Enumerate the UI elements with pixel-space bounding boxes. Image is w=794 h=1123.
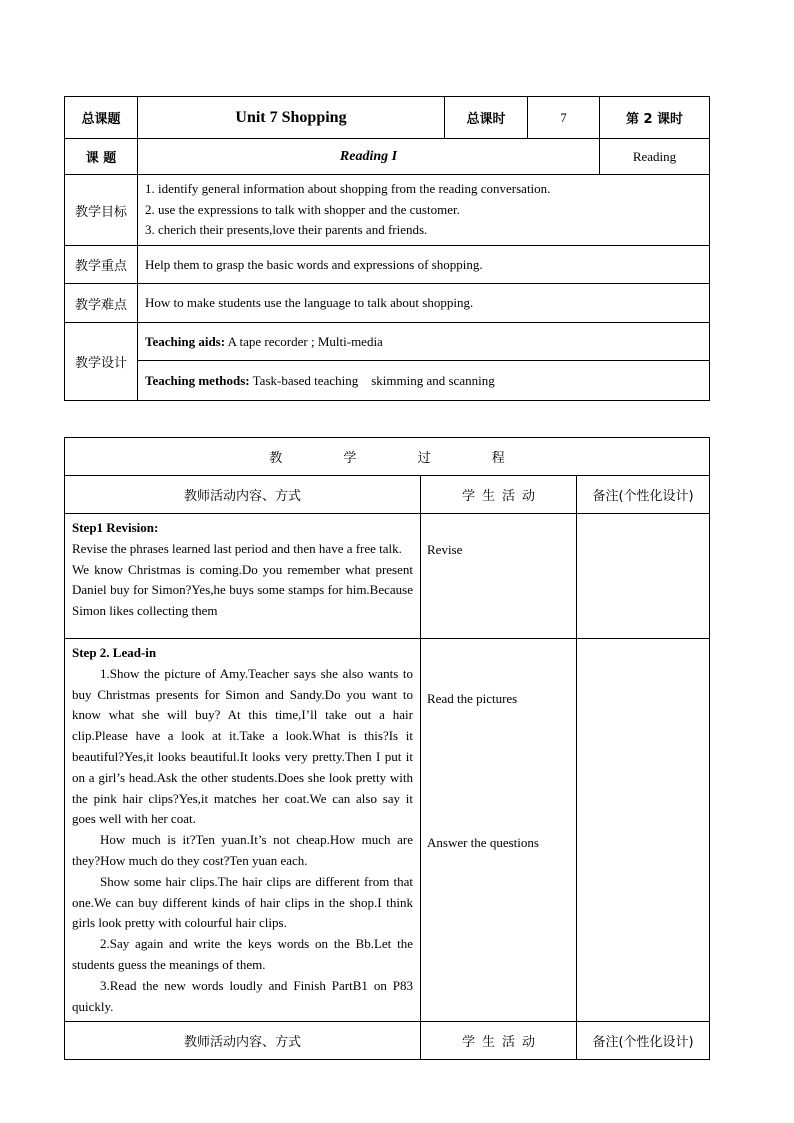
- teaching-process-table: [64, 437, 710, 1060]
- notes-header: 备注(个性化设计): [577, 1022, 710, 1060]
- objective-item: 1. identify general information about shopping from the reading conversation.: [145, 181, 551, 197]
- objective-item: 2. use the expressions to talk with shopper and the customer.: [145, 201, 460, 217]
- total-topic-label: 总课题: [65, 97, 138, 139]
- type-value: Reading: [632, 149, 677, 164]
- step2-paragraph: 1.Show the picture of Amy.Teacher says she also wants to buy Christmas presents for Simon and Sandy.Do you want to know what she will buy? At this time,I’ll take out a hair clip.Please have a look at it.Take a look.What is this?Is it beautiful?Yes,it looks beautiful.It looks very pretty.Then I put it on a girl’s head.Ask the other students.Does she look pretty with the pink hair clips?Yes,it matches her coat.We can also say it goes well with her coat.: [72, 665, 413, 827]
- total-topic-value: Unit 7 Shopping: [138, 97, 445, 139]
- key-points-text: Help them to grasp the basic words and expressions of shopping.: [138, 246, 710, 284]
- student-activity-header: 学 生 活 动: [421, 1022, 577, 1060]
- design-label: 教学设计: [65, 323, 138, 401]
- type-cell: [600, 139, 710, 175]
- topic-label: 课 题: [65, 139, 138, 175]
- step1-cell: [65, 514, 421, 639]
- topic-value: Reading I: [339, 149, 398, 164]
- step1-student-cell: [421, 514, 577, 639]
- lesson-number: 第 2 课时: [600, 97, 710, 139]
- step2-student-cell: [421, 639, 577, 1022]
- teacher-activity-header: 教师活动内容、方式: [65, 476, 421, 514]
- student-activity-header: 学 生 活 动: [421, 476, 577, 514]
- teaching-methods-value: Task-based teaching skimming and scanning: [249, 372, 495, 388]
- total-hours-label: 总课时: [445, 97, 528, 139]
- step2-paragraph: How much is it?Ten yuan.It’s not cheap.How much are they?How much do they cost?Ten yuan each.: [72, 832, 413, 868]
- teaching-methods-label: Teaching methods:: [145, 372, 250, 388]
- difficulties-label: 教学难点: [65, 284, 138, 323]
- difficulties-text: How to make students use the language to talk about shopping.: [138, 284, 710, 323]
- teaching-aids-value: A tape recorder ; Multi-media: [225, 333, 383, 349]
- total-hours-value: 7: [528, 97, 600, 139]
- step1-title: Step1 Revision:: [72, 520, 159, 535]
- process-heading-char: 学: [343, 451, 357, 466]
- step1-notes-cell: [577, 514, 710, 639]
- objectives-list: [138, 175, 710, 246]
- objectives-label: 教学目标: [65, 175, 138, 246]
- step2-notes-cell: [577, 639, 710, 1022]
- process-heading-char: 教: [269, 451, 283, 466]
- key-points-label: 教学重点: [65, 246, 138, 284]
- teaching-methods: [138, 361, 710, 401]
- step2-title: Step 2. Lead-in: [72, 645, 157, 660]
- step2-paragraph: 2.Say again and write the keys words on the Bb.Let the students guess the meanings of them.: [72, 936, 413, 972]
- step1-student-activity: Revise: [427, 542, 463, 557]
- lesson-info-table: [64, 96, 710, 401]
- notes-header: 备注(个性化设计): [577, 476, 710, 514]
- step2-paragraph: 3.Read the new words loudly and Finish PartB1 on P83 quickly.: [72, 977, 413, 1014]
- step2-student-activity: Answer the questions: [427, 835, 539, 850]
- process-heading-char: 程: [491, 451, 505, 466]
- process-heading: [65, 438, 710, 476]
- topic-value-cell: [138, 139, 600, 175]
- teaching-aids: [138, 323, 710, 361]
- step1-paragraph: We know Christmas is coming.Do you remember what present Daniel buy for Simon?Yes,he buys some stamps for him.Because Simon likes collecting them: [72, 561, 413, 619]
- teacher-activity-header: 教师活动内容、方式: [65, 1022, 421, 1060]
- step2-student-activity: Read the pictures: [427, 691, 518, 706]
- objective-item: 3. cherich their presents,love their parents and friends.: [145, 222, 428, 238]
- teaching-aids-label: Teaching aids:: [145, 333, 226, 349]
- step2-cell: [65, 639, 421, 1022]
- step2-paragraph: Show some hair clips.The hair clips are different from that one.We can buy different kinds of hair clips in the shop.I think girls look pretty with colourful hair clips.: [72, 873, 413, 931]
- step1-paragraph: Revise the phrases learned last period and then have a free talk.: [72, 540, 402, 556]
- process-heading-char: 过: [417, 451, 431, 466]
